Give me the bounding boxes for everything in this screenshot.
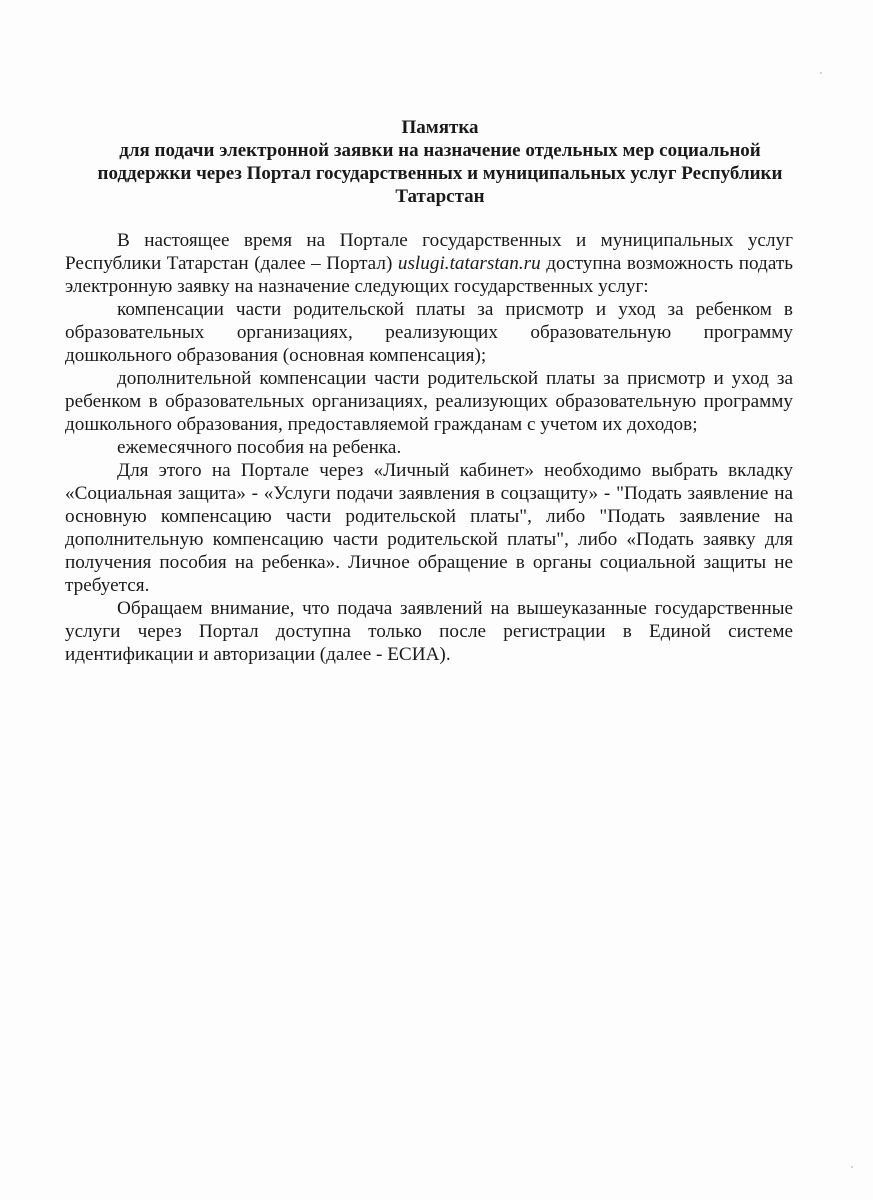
- service-item-basic-compensation: компенсации части родительской платы за присмотр и уход за ребенком в образовательных организациях, реализующих образовательную программу дошкольного образования (основная компенсация);: [65, 299, 793, 366]
- note-paragraph: Обращаем внимание, что подача заявлений на вышеуказанные государственные услуги через Портал доступна только после регистрации в Единой системе идентификации и авторизации (далее - ЕСИА).: [65, 598, 793, 665]
- intro-text-after-link: доступна возможность подать электронную заявку на назначение следующих государственных услуг:: [65, 253, 793, 297]
- document-subtitle-line-1: для подачи электронной заявки на назначение отдельных мер социальной: [119, 140, 761, 161]
- instructions-paragraph: Для этого на Портале через «Личный кабинет» необходимо выбрать вкладку «Социальная защита» - «Услуги подачи заявления в соцзащиту» - "Подать заявление на основную компенсацию части родительской платы", либо "Подать заявление на дополнительную компенсацию части родительской платы", либо «Подать заявку для получения пособия на ребенка». Личное обращение в органы социальной защиты не требуется.: [65, 460, 793, 596]
- intro-paragraph: [65, 229, 793, 298]
- scan-speck: [851, 1166, 853, 1168]
- service-item-child-allowance: ежемесячного пособия на ребенка.: [117, 437, 402, 458]
- document-subtitle-line-2: поддержки через Портал государственных и муниципальных услуг Республики: [97, 163, 783, 184]
- scan-speck: [820, 72, 822, 74]
- document-subtitle-line-3: Татарстан: [395, 186, 485, 207]
- service-item-additional-compensation: дополнительной компенсации части родительской платы за присмотр и уход за ребенком в образовательных организациях, реализующих образовательную программу дошкольного образования, предоставляемой гражданам с учетом их доходов;: [65, 368, 793, 435]
- document-body: [65, 229, 793, 666]
- portal-link[interactable]: uslugi.tatarstan.ru: [397, 253, 541, 274]
- document-heading: [60, 116, 820, 208]
- document-title: Памятка: [401, 117, 479, 138]
- intro-text-before-link: В настоящее время на Портале государственных и муниципальных услуг Республики Татарстан (далее – Портал): [65, 230, 793, 274]
